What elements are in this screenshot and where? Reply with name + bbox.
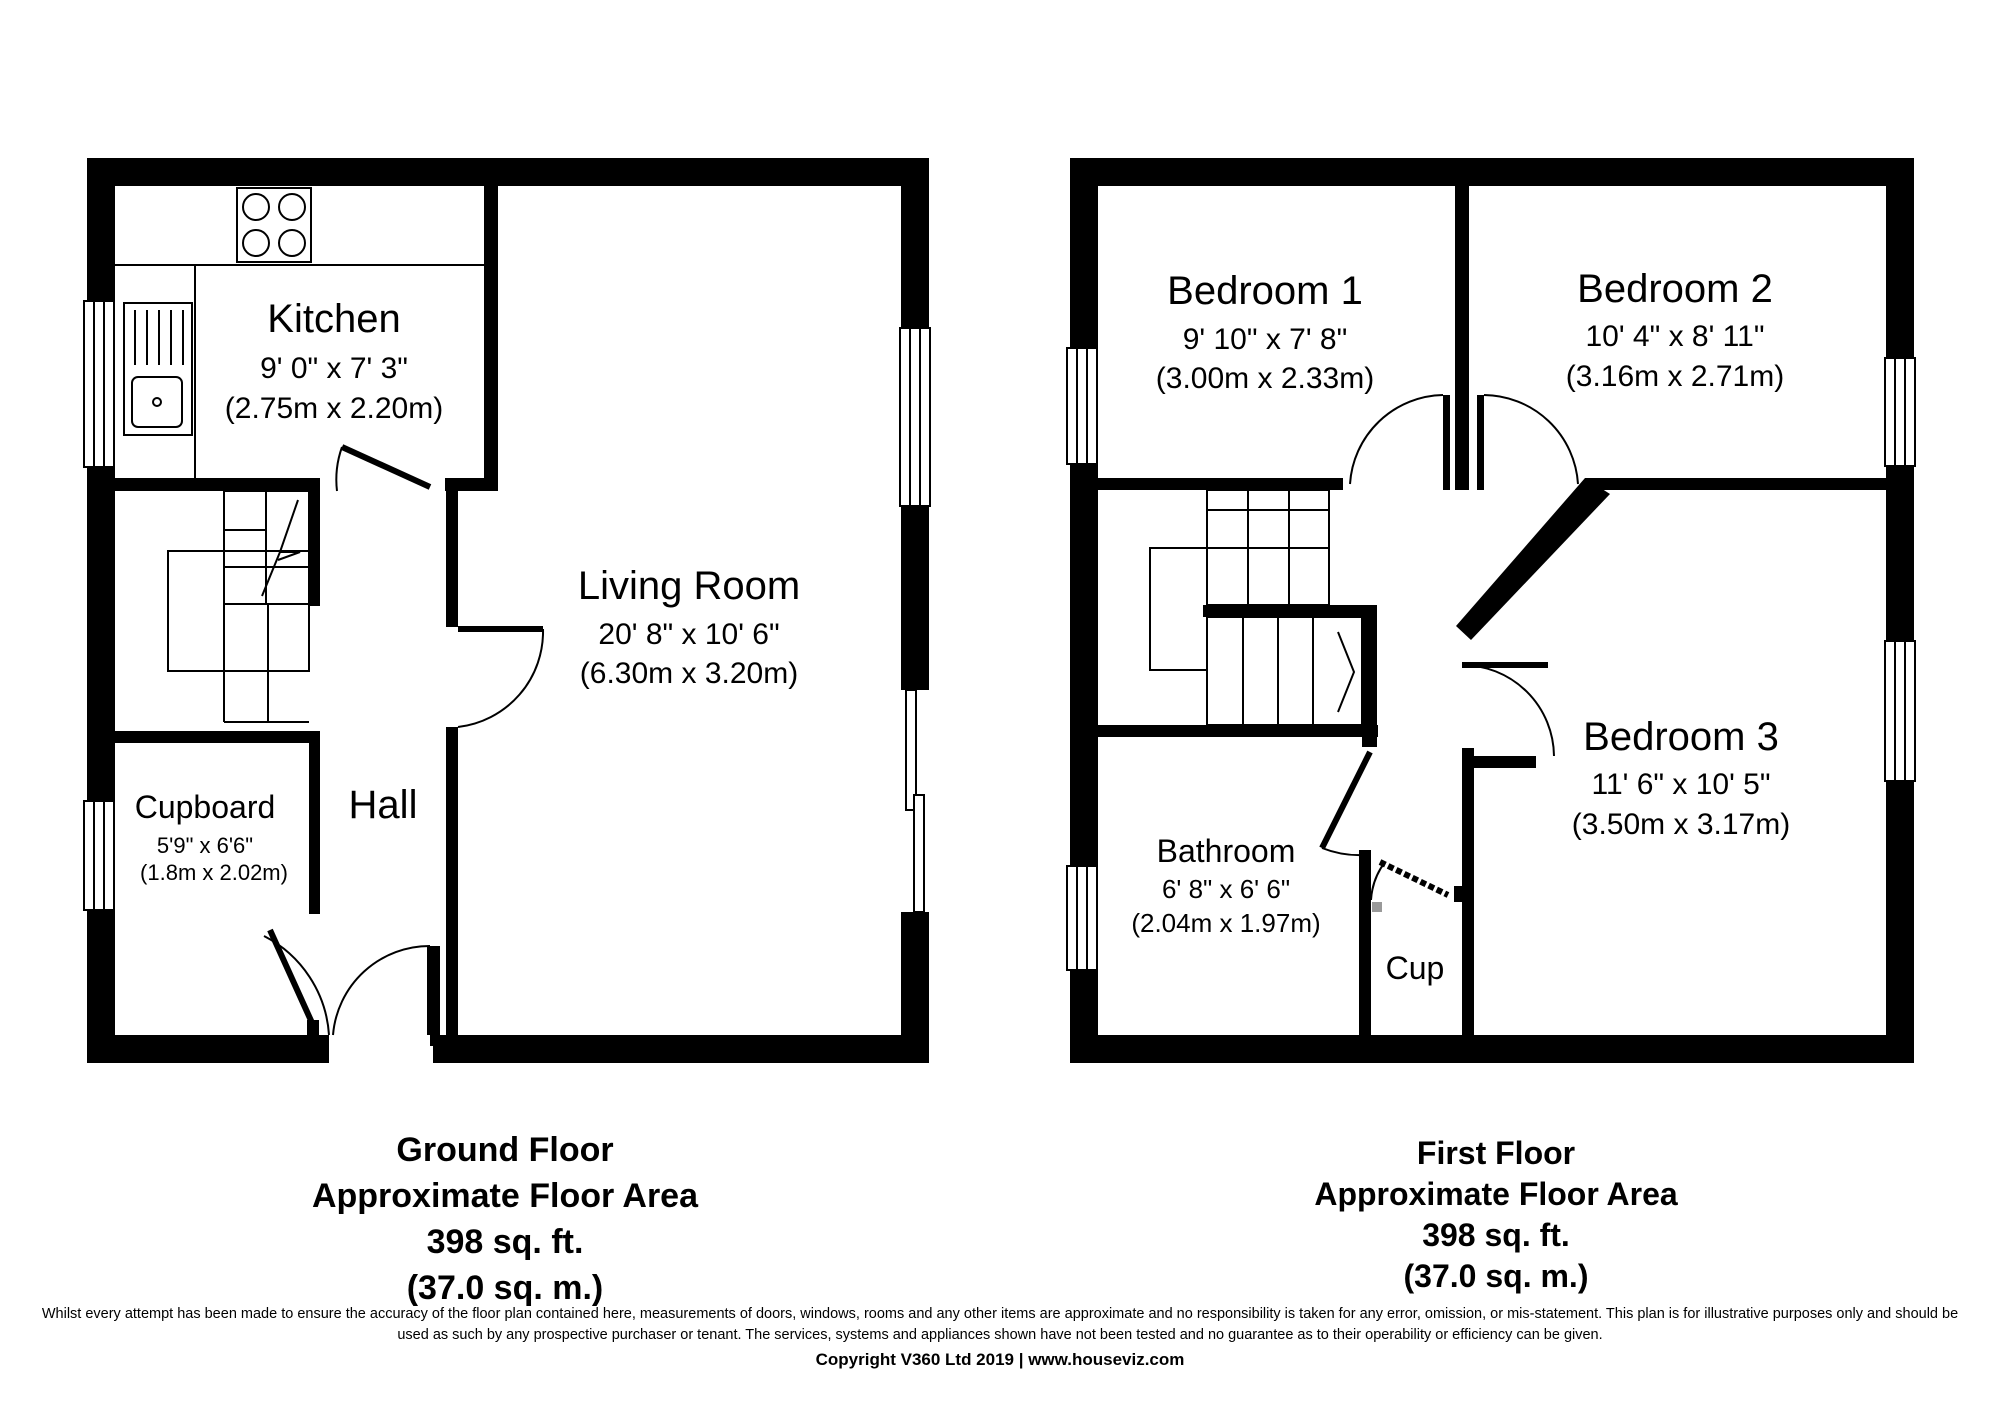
ground-floor-area-sqm: (37.0 sq. m.): [406, 1269, 604, 1307]
first-floor-area-sqm: (37.0 sq. m.): [1403, 1258, 1589, 1294]
bathroom-metric: (2.04m x 1.97m): [1131, 908, 1321, 938]
ground-floor-inner-walls: [115, 158, 498, 1046]
bedroom3-name: Bedroom 3: [1583, 715, 1779, 759]
ground-floor-title: Ground Floor: [396, 1131, 614, 1169]
bathroom-imperial: 6' 8" x 6' 6": [1161, 874, 1291, 904]
kitchen-imperial: 9' 0" x 7' 3": [260, 352, 408, 385]
copyright-text: Copyright V360 Ltd 2019 | www.houseviz.com: [815, 1350, 1185, 1369]
living-room-imperial: 20' 8" x 10' 6": [598, 618, 780, 651]
kitchen-name: Kitchen: [267, 297, 401, 341]
bedroom3-metric: (3.50m x 3.17m): [1571, 808, 1791, 841]
first-floor-doors: [1322, 395, 1578, 912]
cupboard-imperial: 5'9" x 6'6": [156, 833, 254, 858]
ground-floor-caption: [312, 1131, 699, 1307]
bathroom-name: Bathroom: [1156, 833, 1296, 869]
ground-floor-subtitle: Approximate Floor Area: [311, 1177, 699, 1215]
living-room-name: Living Room: [577, 564, 801, 608]
bedroom1-metric: (3.00m x 2.33m): [1155, 362, 1375, 395]
ground-floor-plan: [84, 158, 930, 1063]
room-labels: [135, 267, 1790, 986]
first-floor-caption: [1314, 1135, 1678, 1294]
bedroom2-metric: (3.16m x 2.71m): [1565, 360, 1785, 393]
bedroom2-name: Bedroom 2: [1577, 267, 1773, 311]
ground-floor-area-sqft: 398 sq. ft.: [426, 1223, 584, 1261]
ground-floor-outer-walls: [87, 158, 929, 1063]
cup-name: Cup: [1385, 950, 1445, 986]
cupboard-metric: (1.8m x 2.02m): [140, 860, 288, 885]
bedroom1-imperial: 9' 10" x 7' 8": [1182, 323, 1348, 356]
first-floor-title: First Floor: [1416, 1135, 1576, 1171]
first-floor-area-sqft: 398 sq. ft.: [1422, 1217, 1570, 1253]
hall-name: Hall: [348, 783, 418, 827]
first-floor-subtitle: Approximate Floor Area: [1314, 1176, 1678, 1212]
cupboard-name: Cupboard: [134, 789, 276, 825]
bedroom3-imperial: 11' 6" x 10' 5": [1591, 768, 1771, 801]
living-room-metric: (6.30m x 3.20m): [579, 657, 799, 690]
ground-floor-stairs: [168, 491, 309, 722]
bedroom1-name: Bedroom 1: [1167, 269, 1363, 313]
kitchen-metric: (2.75m x 2.20m): [224, 392, 444, 425]
disclaimer-text: Whilst every attempt has been made to ensure the accuracy of the floor plan contained here, measurements of doors, windows, rooms and any other items are approximate and no responsibility is taken for any error, omission, or mis-statement. This plan is for illustrative purposes only and should be used as such by any prospective purchaser or tenant. The services, systems and appliances shown have not been tested and no guarantee as to their operability or efficiency can be given.: [41, 1306, 1959, 1343]
bedroom2-imperial: 10' 4" x 8' 11": [1585, 320, 1765, 353]
